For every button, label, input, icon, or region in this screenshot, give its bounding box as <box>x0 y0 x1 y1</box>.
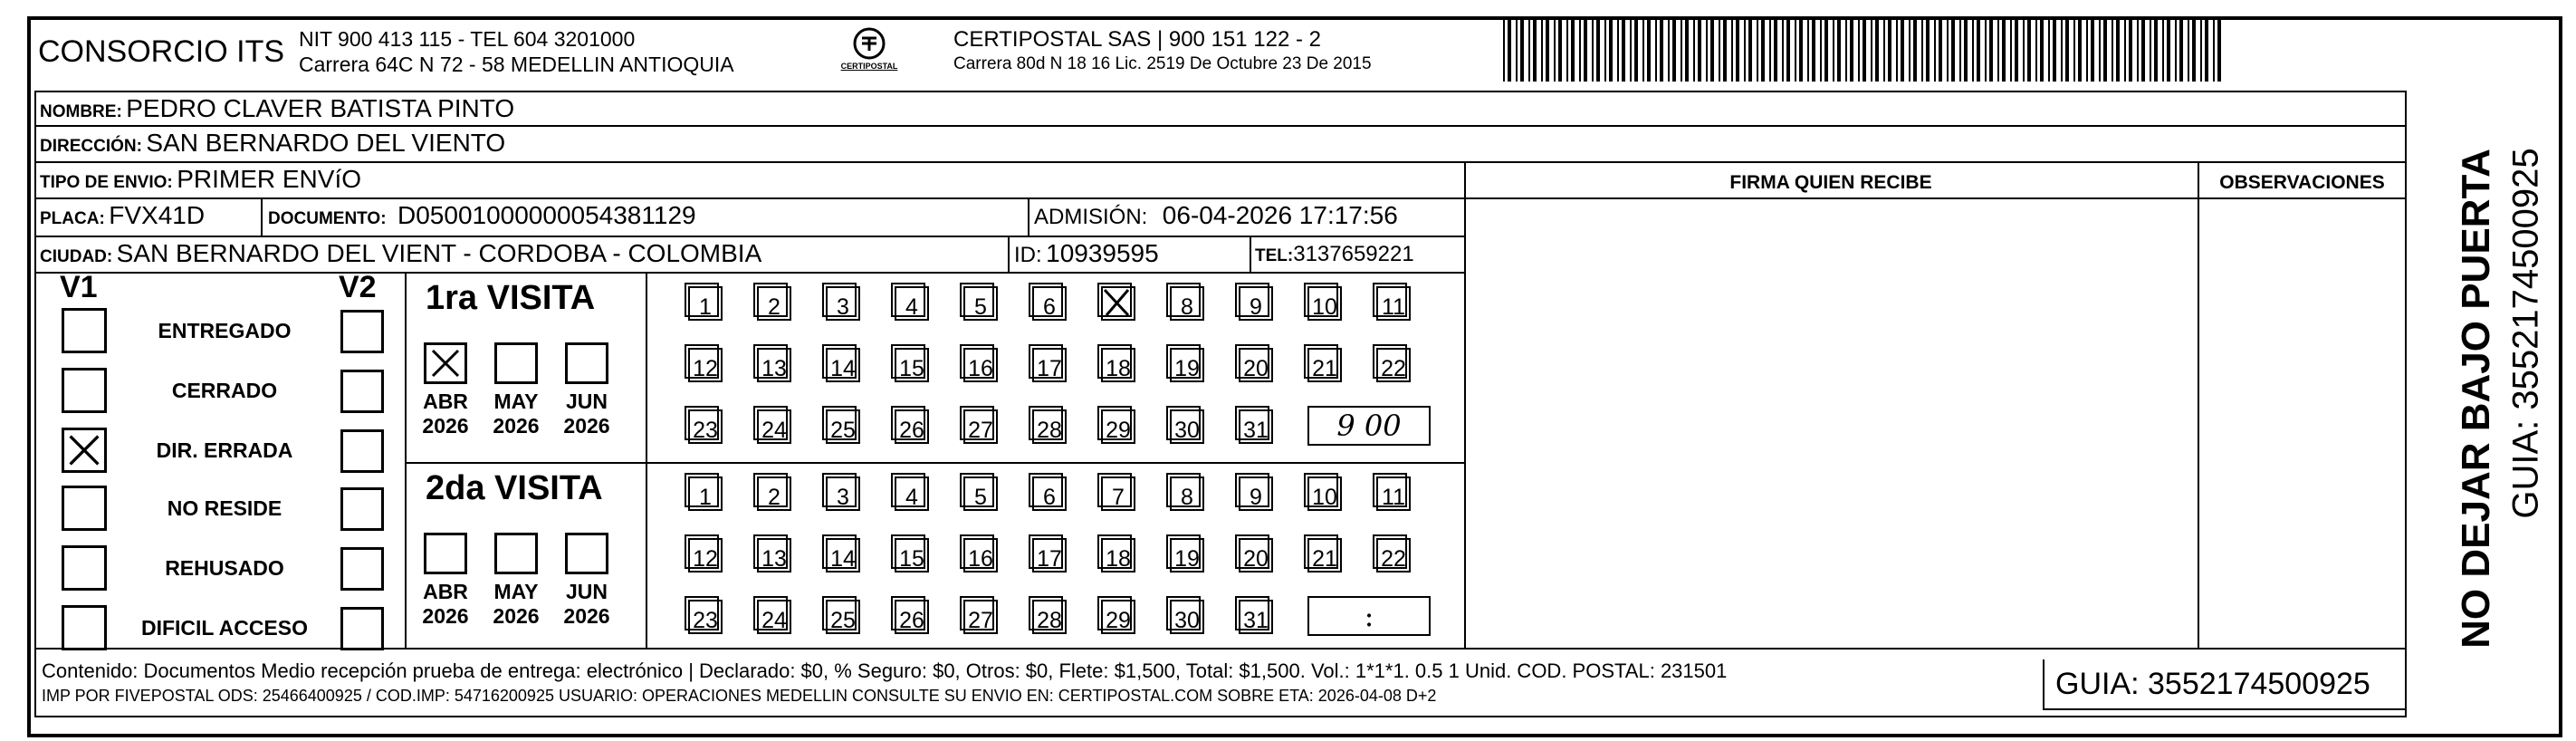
barcode-bar <box>1541 16 1543 82</box>
barcode <box>1503 16 2227 82</box>
barcode-bar <box>1985 16 1987 82</box>
barcode-bar <box>2010 16 2012 82</box>
barcode-bar <box>1989 16 1993 82</box>
month-checkbox[interactable] <box>424 533 467 574</box>
month-label: JUN <box>565 580 608 603</box>
barcode-bar <box>1761 16 1765 82</box>
footer-imp: IMP POR FIVEPOSTAL ODS: 25466400925 / COD.IMP: 54716200925 USUARIO: OPERACIONES MEDELLIN CONSULTE SU ENVIO EN: CERTIPOSTAL.COM SOBRE ETA: 2026-04-08 D+2 <box>42 687 1437 705</box>
day-box[interactable]: 23 <box>688 409 723 444</box>
status-option-label: REHUSADO <box>165 556 284 580</box>
barcode-bar <box>1508 16 1511 82</box>
barcode-bar <box>1579 16 1581 82</box>
barcode-bar <box>1503 16 1505 82</box>
barcode-bar <box>1533 16 1537 82</box>
day-box[interactable]: 30 <box>1170 600 1204 634</box>
day-box[interactable]: 3 <box>826 476 860 511</box>
barcode-bar <box>1642 16 1644 82</box>
day-box[interactable]: 22 <box>1376 538 1411 573</box>
barcode-bar <box>1757 16 1758 82</box>
barcode-bar <box>1617 16 1619 82</box>
day-box[interactable]: 10 <box>1307 476 1342 511</box>
day-box[interactable]: 5 <box>963 286 998 321</box>
month-label: MAY <box>493 580 539 603</box>
footer-guia: GUIA: 3552174500925 <box>2055 667 2370 701</box>
barcode-bar <box>1710 16 1714 82</box>
status-option-label: DIR. ERRADA <box>156 438 293 462</box>
barcode-bar <box>1997 16 1999 82</box>
day-box[interactable]: 1 <box>688 476 723 511</box>
status-option-label: NO RESIDE <box>167 496 282 520</box>
nombre-value: PEDRO CLAVER BATISTA PINTO <box>126 94 515 122</box>
id-value: 10939595 <box>1046 239 1159 267</box>
barcode-bar <box>1655 16 1657 82</box>
barcode-bar <box>1693 16 1695 82</box>
barcode-bar <box>2179 16 2183 82</box>
barcode-bar <box>1647 16 1651 82</box>
day-box[interactable]: 8 <box>1170 476 1204 511</box>
barcode-bar <box>2112 16 2113 82</box>
day-box[interactable]: 13 <box>757 348 791 382</box>
barcode-bar <box>1520 16 1524 82</box>
barcode-bar <box>2124 16 2126 82</box>
day-box[interactable]: 21 <box>1307 538 1342 573</box>
tel-value: 3137659221 <box>1293 242 1414 266</box>
day-box[interactable]: 28 <box>1032 409 1067 444</box>
barcode-bar <box>1546 16 1549 82</box>
month-label: MAY <box>493 390 539 413</box>
barcode-bar <box>1863 16 1866 82</box>
barcode-bar <box>1807 16 1809 82</box>
barcode-bar <box>1731 16 1733 82</box>
day-box[interactable]: 3 <box>826 286 860 321</box>
month-checkbox[interactable] <box>424 342 467 384</box>
direccion-label: DIRECCIÓN: <box>40 137 142 156</box>
month-year-label: 2026 <box>563 604 610 628</box>
barcode-bar <box>1672 16 1676 82</box>
placa-label: PLACA: <box>40 209 105 228</box>
barcode-bar <box>2167 16 2170 82</box>
direccion-row <box>40 129 505 158</box>
barcode-bar <box>2015 16 2018 82</box>
day-box[interactable]: 16 <box>963 348 998 382</box>
x-mark-icon <box>64 430 104 470</box>
visit1-title: 1ra VISITA <box>426 279 596 317</box>
barcode-bar <box>2188 16 2189 82</box>
day-box[interactable]: 28 <box>1032 600 1067 634</box>
ciudad-value: SAN BERNARDO DEL VIENT - CORDOBA - COLOMBIA <box>116 239 762 267</box>
day-box[interactable]: 9 <box>1239 286 1273 321</box>
observaciones-header: OBSERVACIONES <box>2219 172 2385 193</box>
barcode-bar <box>2048 16 2050 82</box>
day-box[interactable]: 13 <box>757 538 791 573</box>
barcode-bar <box>1744 16 1746 82</box>
v2-checkbox[interactable] <box>340 429 384 473</box>
day-box[interactable]: 17 <box>1032 538 1067 573</box>
status-option-label: ENTREGADO <box>158 319 292 342</box>
status-option-label: CERRADO <box>171 379 278 402</box>
barcode-bar <box>2205 16 2208 82</box>
day-box[interactable]: 7 <box>1101 476 1135 511</box>
barcode-bar <box>1896 16 1898 82</box>
tel-row <box>1255 242 1414 267</box>
day-box[interactable]: 21 <box>1307 348 1342 382</box>
barcode-bar <box>1959 16 1961 82</box>
day-box[interactable]: 2 <box>757 286 791 321</box>
barcode-bar <box>1926 16 1930 82</box>
month-checkbox[interactable] <box>565 533 608 574</box>
day-box[interactable]: 20 <box>1239 348 1273 382</box>
barcode-bar <box>1909 16 1910 82</box>
day-box[interactable]: 23 <box>688 600 723 634</box>
company-nit: NIT 900 413 115 - TEL 604 3201000 <box>299 27 636 51</box>
day-box[interactable]: 25 <box>826 409 860 444</box>
day-box[interactable]: 19 <box>1170 538 1204 573</box>
day-box[interactable]: 14 <box>826 538 860 573</box>
barcode-bar <box>1571 16 1575 82</box>
v2-checkbox[interactable] <box>340 310 384 353</box>
day-box[interactable]: 24 <box>757 600 791 634</box>
barcode-bar <box>1939 16 1942 82</box>
tipo-envio-row <box>40 165 361 194</box>
v2-checkbox[interactable] <box>340 547 384 591</box>
barcode-bar <box>2141 16 2145 82</box>
admision-value: 06-04-2026 17:17:56 <box>1162 201 1398 229</box>
v1-checkbox[interactable] <box>62 308 107 353</box>
day-box[interactable]: 27 <box>963 600 998 634</box>
documento-value: D05001000000054381129 <box>397 201 696 229</box>
v1-checkbox[interactable] <box>62 368 107 413</box>
v1-checkbox[interactable] <box>62 486 107 531</box>
barcode-bar <box>1845 16 1847 82</box>
placa-value: FVX41D <box>109 201 206 229</box>
day-box[interactable]: 17 <box>1032 348 1067 382</box>
ciudad-row <box>40 239 761 268</box>
admision-label: ADMISIÓN: <box>1034 205 1148 229</box>
day-box[interactable]: 22 <box>1376 348 1411 382</box>
time-box[interactable]: 9 00 <box>1307 406 1431 446</box>
day-box[interactable] <box>1101 286 1135 321</box>
barcode-bar <box>1558 16 1562 82</box>
month-checkbox[interactable] <box>494 342 538 384</box>
nombre-row <box>40 94 514 123</box>
barcode-bar <box>1799 16 1803 82</box>
barcode-bar <box>2002 16 2006 82</box>
nombre-label: NOMBRE: <box>40 102 122 121</box>
status-option-label: DIFICIL ACCESO <box>140 616 308 640</box>
barcode-bar <box>2103 16 2107 82</box>
month-year-label: 2026 <box>422 604 469 628</box>
day-box[interactable]: 10 <box>1307 286 1342 321</box>
day-box[interactable]: 31 <box>1239 600 1273 634</box>
barcode-bar <box>1736 16 1739 82</box>
day-box[interactable]: 5 <box>963 476 998 511</box>
barcode-bar <box>1934 16 1936 82</box>
barcode-bar <box>2154 16 2158 82</box>
day-box[interactable]: 19 <box>1170 348 1204 382</box>
direccion-value: SAN BERNARDO DEL VIENTO <box>146 129 506 157</box>
barcode-bar <box>2035 16 2037 82</box>
barcode-bar <box>2175 16 2177 82</box>
barcode-bar <box>1634 16 1638 82</box>
barcode-bar <box>2150 16 2151 82</box>
barcode-bar <box>1977 16 1980 82</box>
barcode-bar <box>1622 16 1625 82</box>
day-box[interactable]: 6 <box>1032 286 1067 321</box>
firma-header: FIRMA QUIEN RECIBE <box>1729 172 1932 193</box>
barcode-bar <box>1901 16 1904 82</box>
day-box[interactable]: 26 <box>895 409 929 444</box>
barcode-bar <box>2192 16 2196 82</box>
barcode-bar <box>1871 16 1872 82</box>
barcode-bar <box>1820 16 1822 82</box>
tipo-envio-value: PRIMER ENVíO <box>177 165 362 193</box>
barcode-bar <box>1630 16 1632 82</box>
month-checkbox[interactable] <box>565 342 608 384</box>
barcode-bar <box>2129 16 2132 82</box>
tipo-envio-label: TIPO DE ENVIO: <box>40 173 173 192</box>
v2-checkbox[interactable] <box>340 607 384 650</box>
day-box[interactable]: 4 <box>895 476 929 511</box>
barcode-bar <box>1774 16 1777 82</box>
month-year-label: 2026 <box>422 414 469 438</box>
day-box[interactable]: 30 <box>1170 409 1204 444</box>
day-box[interactable]: 8 <box>1170 286 1204 321</box>
barcode-bar <box>1858 16 1860 82</box>
documento-row <box>268 201 696 230</box>
barcode-bar <box>2061 16 2063 82</box>
month-year-label: 2026 <box>493 414 540 438</box>
barcode-bar <box>1782 16 1784 82</box>
day-box[interactable]: 6 <box>1032 476 1067 511</box>
v1-checkbox[interactable] <box>62 545 107 591</box>
day-box[interactable]: 27 <box>963 409 998 444</box>
barcode-bar <box>1824 16 1828 82</box>
month-label: ABR <box>423 580 468 603</box>
day-box[interactable]: 12 <box>688 538 723 573</box>
barcode-bar <box>1748 16 1752 82</box>
v2-header: V2 <box>339 270 377 304</box>
certipostal-logo-text: CERTIPOSTAL <box>840 62 898 71</box>
barcode-bar <box>1921 16 1923 82</box>
barcode-bar <box>1660 16 1663 82</box>
barcode-bar <box>2065 16 2069 82</box>
barcode-bar <box>1719 16 1720 82</box>
barcode-bar <box>1972 16 1974 82</box>
tel-label: TEL: <box>1255 246 1294 265</box>
barcode-bar <box>1584 16 1587 82</box>
day-box[interactable]: 11 <box>1376 476 1411 511</box>
day-box[interactable]: 29 <box>1101 600 1135 634</box>
month-checkbox[interactable] <box>494 533 538 574</box>
month-label: JUN <box>565 390 608 413</box>
barcode-bar <box>2213 16 2215 82</box>
certipostal-logo <box>838 25 901 76</box>
day-box[interactable]: 18 <box>1101 538 1135 573</box>
day-box[interactable]: 14 <box>826 348 860 382</box>
v2-checkbox[interactable] <box>340 370 384 413</box>
barcode-bar <box>1795 16 1796 82</box>
barcode-bar <box>1609 16 1613 82</box>
v2-checkbox[interactable] <box>340 487 384 531</box>
barcode-bar <box>1951 16 1955 82</box>
barcode-bar <box>2091 16 2094 82</box>
day-box[interactable]: 20 <box>1239 538 1273 573</box>
v1-header: V1 <box>60 270 98 304</box>
day-box[interactable]: 31 <box>1239 409 1273 444</box>
barcode-bar <box>1833 16 1834 82</box>
barcode-bar <box>1528 16 1530 82</box>
day-box[interactable]: 29 <box>1101 409 1135 444</box>
day-box[interactable]: 1 <box>688 286 723 321</box>
barcode-bar <box>1812 16 1815 82</box>
x-mark-icon <box>1099 284 1135 321</box>
barcode-bar <box>1769 16 1771 82</box>
barcode-bar <box>1706 16 1708 82</box>
day-box[interactable]: 24 <box>757 409 791 444</box>
certipostal-address: Carrera 80d N 18 16 Lic. 2519 De Octubre 23 De 2015 <box>953 54 1372 73</box>
barcode-bar <box>1681 16 1682 82</box>
barcode-bar <box>2116 16 2120 82</box>
barcode-bar <box>2073 16 2075 82</box>
barcode-bar <box>1786 16 1790 82</box>
barcode-bar <box>1947 16 1949 82</box>
day-box[interactable]: 12 <box>688 348 723 382</box>
month-label: ABR <box>423 390 468 413</box>
barcode-bar <box>2099 16 2101 82</box>
day-box[interactable]: 25 <box>826 600 860 634</box>
admision-row <box>1034 201 1398 230</box>
day-box[interactable]: 18 <box>1101 348 1135 382</box>
day-box[interactable]: 4 <box>895 286 929 321</box>
id-row <box>1014 239 1159 268</box>
barcode-bar <box>1850 16 1853 82</box>
barcode-bar <box>1592 16 1594 82</box>
ciudad-label: CIUDAD: <box>40 247 113 266</box>
barcode-bar <box>1888 16 1891 82</box>
barcode-bar <box>2027 16 2031 82</box>
id-label: ID: <box>1014 243 1042 267</box>
footer-contenido: Contenido: Documentos Medio recepción prueba de entrega: electrónico | Declarado: $0, % Seguro: $0, Otros: $0, Flete: $1,500, Total: $1,500. Vol.: 1*1*1. 0.5 1 Unid. COD. POSTAL: 231501 <box>42 659 1728 682</box>
barcode-bar <box>1516 16 1518 82</box>
barcode-bar <box>2137 16 2139 82</box>
barcode-bar <box>1875 16 1879 82</box>
v1-checkbox[interactable] <box>62 428 107 473</box>
x-mark-icon <box>426 345 464 381</box>
day-box[interactable]: 26 <box>895 600 929 634</box>
side-guia: GUIA: 3552174500925 <box>2505 148 2546 519</box>
v1-checkbox[interactable] <box>62 605 107 650</box>
barcode-bar <box>1566 16 1568 82</box>
company-address: Carrera 64C N 72 - 58 MEDELLIN ANTIOQUIA <box>299 53 734 76</box>
barcode-bar <box>2053 16 2056 82</box>
barcode-bar <box>1913 16 1917 82</box>
barcode-bar <box>1668 16 1670 82</box>
time-box[interactable]: : <box>1307 596 1431 636</box>
barcode-bar <box>1698 16 1701 82</box>
barcode-bar <box>2217 16 2221 82</box>
certipostal-title: CERTIPOSTAL SAS | 900 151 122 - 2 <box>953 27 1321 52</box>
visit2-title: 2da VISITA <box>426 469 603 507</box>
day-box[interactable]: 16 <box>963 538 998 573</box>
barcode-bar <box>2040 16 2044 82</box>
side-warning: NO DEJAR BAJO PUERTA <box>2454 149 2498 649</box>
barcode-bar <box>1554 16 1556 82</box>
barcode-bar <box>1964 16 1968 82</box>
month-year-label: 2026 <box>493 604 540 628</box>
barcode-bar <box>1723 16 1727 82</box>
barcode-bar <box>1837 16 1841 82</box>
barcode-bar <box>2162 16 2164 82</box>
day-box[interactable]: 11 <box>1376 286 1411 321</box>
barcode-bar <box>2023 16 2025 82</box>
company-name: CONSORCIO ITS <box>38 34 285 69</box>
barcode-bar <box>2086 16 2088 82</box>
barcode-bar <box>2078 16 2082 82</box>
placa-row <box>40 201 205 230</box>
documento-label: DOCUMENTO: <box>268 209 387 228</box>
barcode-bar <box>2200 16 2202 82</box>
month-year-label: 2026 <box>563 414 610 438</box>
day-box[interactable]: 15 <box>895 348 929 382</box>
barcode-bar <box>1685 16 1689 82</box>
day-box[interactable]: 15 <box>895 538 929 573</box>
barcode-bar <box>1604 16 1606 82</box>
day-box[interactable]: 9 <box>1239 476 1273 511</box>
barcode-bar <box>1883 16 1885 82</box>
barcode-bar <box>1596 16 1600 82</box>
day-box[interactable]: 2 <box>757 476 791 511</box>
